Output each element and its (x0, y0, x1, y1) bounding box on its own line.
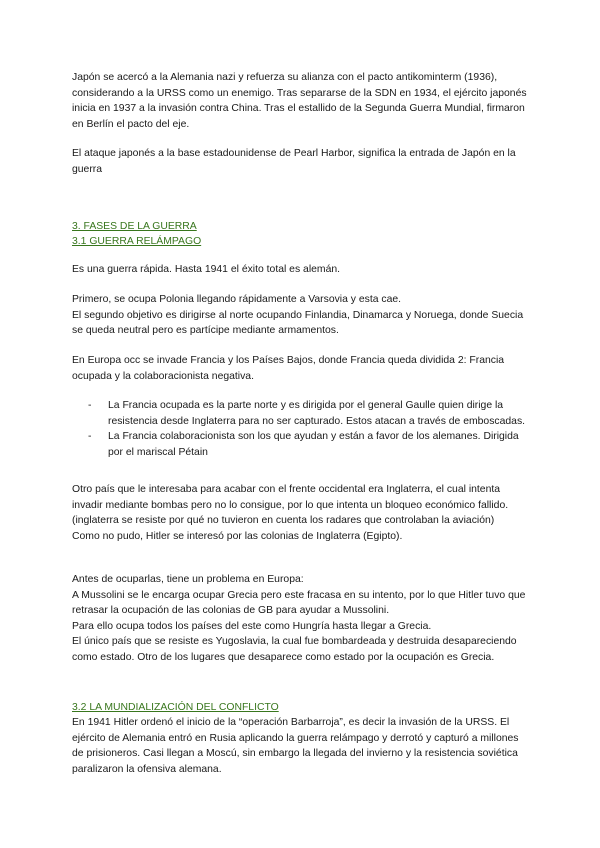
paragraph-mussolini-grecia: Antes de ocuparlas, tiene un problema en Europa: A Mussolini se le encarga ocupar Grecia pero este fracasa en su intento, por lo que Hitler tuvo que retrasar la ocupación de las colonias de GB para ayudar a Mussolini. Para ello ocupa todos los países del este como Hungría hasta llegar a Grecia. El único país que se resiste es Yugoslavia, la cual fue bombardeada y destruida desapareciendo como estado. Otro de los lugares que desaparece como estado por la ocupación es Grecia. (72, 574, 526, 663)
list-item (88, 429, 532, 460)
heading-fases-guerra-text: 3. FASES DE LA GUERRA (72, 221, 197, 232)
bullet-list-francia (88, 398, 532, 460)
paragraph-guerra-rapida: Es una guerra rápida. Hasta 1941 el éxito total es alemán. (72, 264, 341, 275)
heading-mundializacion (72, 700, 532, 716)
bullet-dash: - (88, 431, 92, 442)
heading-guerra-relampago (72, 234, 532, 250)
heading-fases-guerra (72, 219, 532, 235)
bullet-text-francia-ocupada: La Francia ocupada es la parte norte y es dirigida por el general Gaulle quien dirige la resistencia desde Inglaterra para no ser capturado. Estos atacan a través de emboscadas. (108, 400, 526, 427)
paragraph-polonia-norte: Primero, se ocupa Polonia llegando rápidamente a Varsovia y esta cae. El segundo objetivo es dirigirse al norte ocupando Finlandia, Dinamarca y Noruega, donde Suecia se queda neutral pero es partícipe mediante armamentos. (72, 294, 524, 336)
heading-guerra-relampago-text: 3.1 GUERRA RELÁMPAGO (72, 236, 202, 247)
paragraph-inglaterra: Otro país que le interesaba para acabar con el frente occidental era Inglaterra, el cual intenta invadir mediante bombas pero no lo consigue, por lo que intenta un bloqueo económico fallido. (inglaterra se resiste por qué no tuvieron en cuenta los radares que controlaban la aviación) Como no pudo, Hitler se interesó por las colonias de Inglaterra (Egipto). (72, 484, 509, 542)
paragraph-pearl-harbor: El ataque japonés a la base estadounidense de Pearl Harbor, significa la entrada de Japón en la guerra (72, 148, 516, 175)
heading-mundializacion-text: 3.2 LA MUNDIALIZACIÓN DEL CONFLICTO (72, 702, 279, 713)
paragraph-barbarroja: En 1941 Hitler ordenó el inicio de la “operación Barbarroja”, es decir la invasión de la URSS. El ejército de Alemania entró en Rusia aplicando la guerra relámpago y derrotó y capturó a millones de prisioneros. Casi llegan a Moscú, sin embargo la llegada del invierno y la resistencia soviética paralizaron la ofensiva alemana. (72, 717, 519, 775)
bullet-dash: - (88, 400, 92, 411)
list-item (88, 398, 532, 429)
bullet-text-francia-colaboracionista: La Francia colaboracionista son los que ayudan y están a favor de los alemanes. Dirigida por el mariscal Pétain (108, 431, 519, 458)
paragraph-europa-occidental: En Europa occ se invade Francia y los Países Bajos, donde Francia queda dividida 2: Francia ocupada y la colaboracionista negativa. (72, 355, 505, 382)
paragraph-japan-alliance: Japón se acercó a la Alemania nazi y refuerza su alianza con el pacto antikominterm (1936), considerando a la URSS como un enemigo. Tras separarse de la SDN en 1934, el ejército japonés inicia en 1937 a la invasión contra China. Tras el estallido de la Segunda Guerra Mundial, firmaron en Berlín el pacto del eje. (72, 72, 527, 130)
